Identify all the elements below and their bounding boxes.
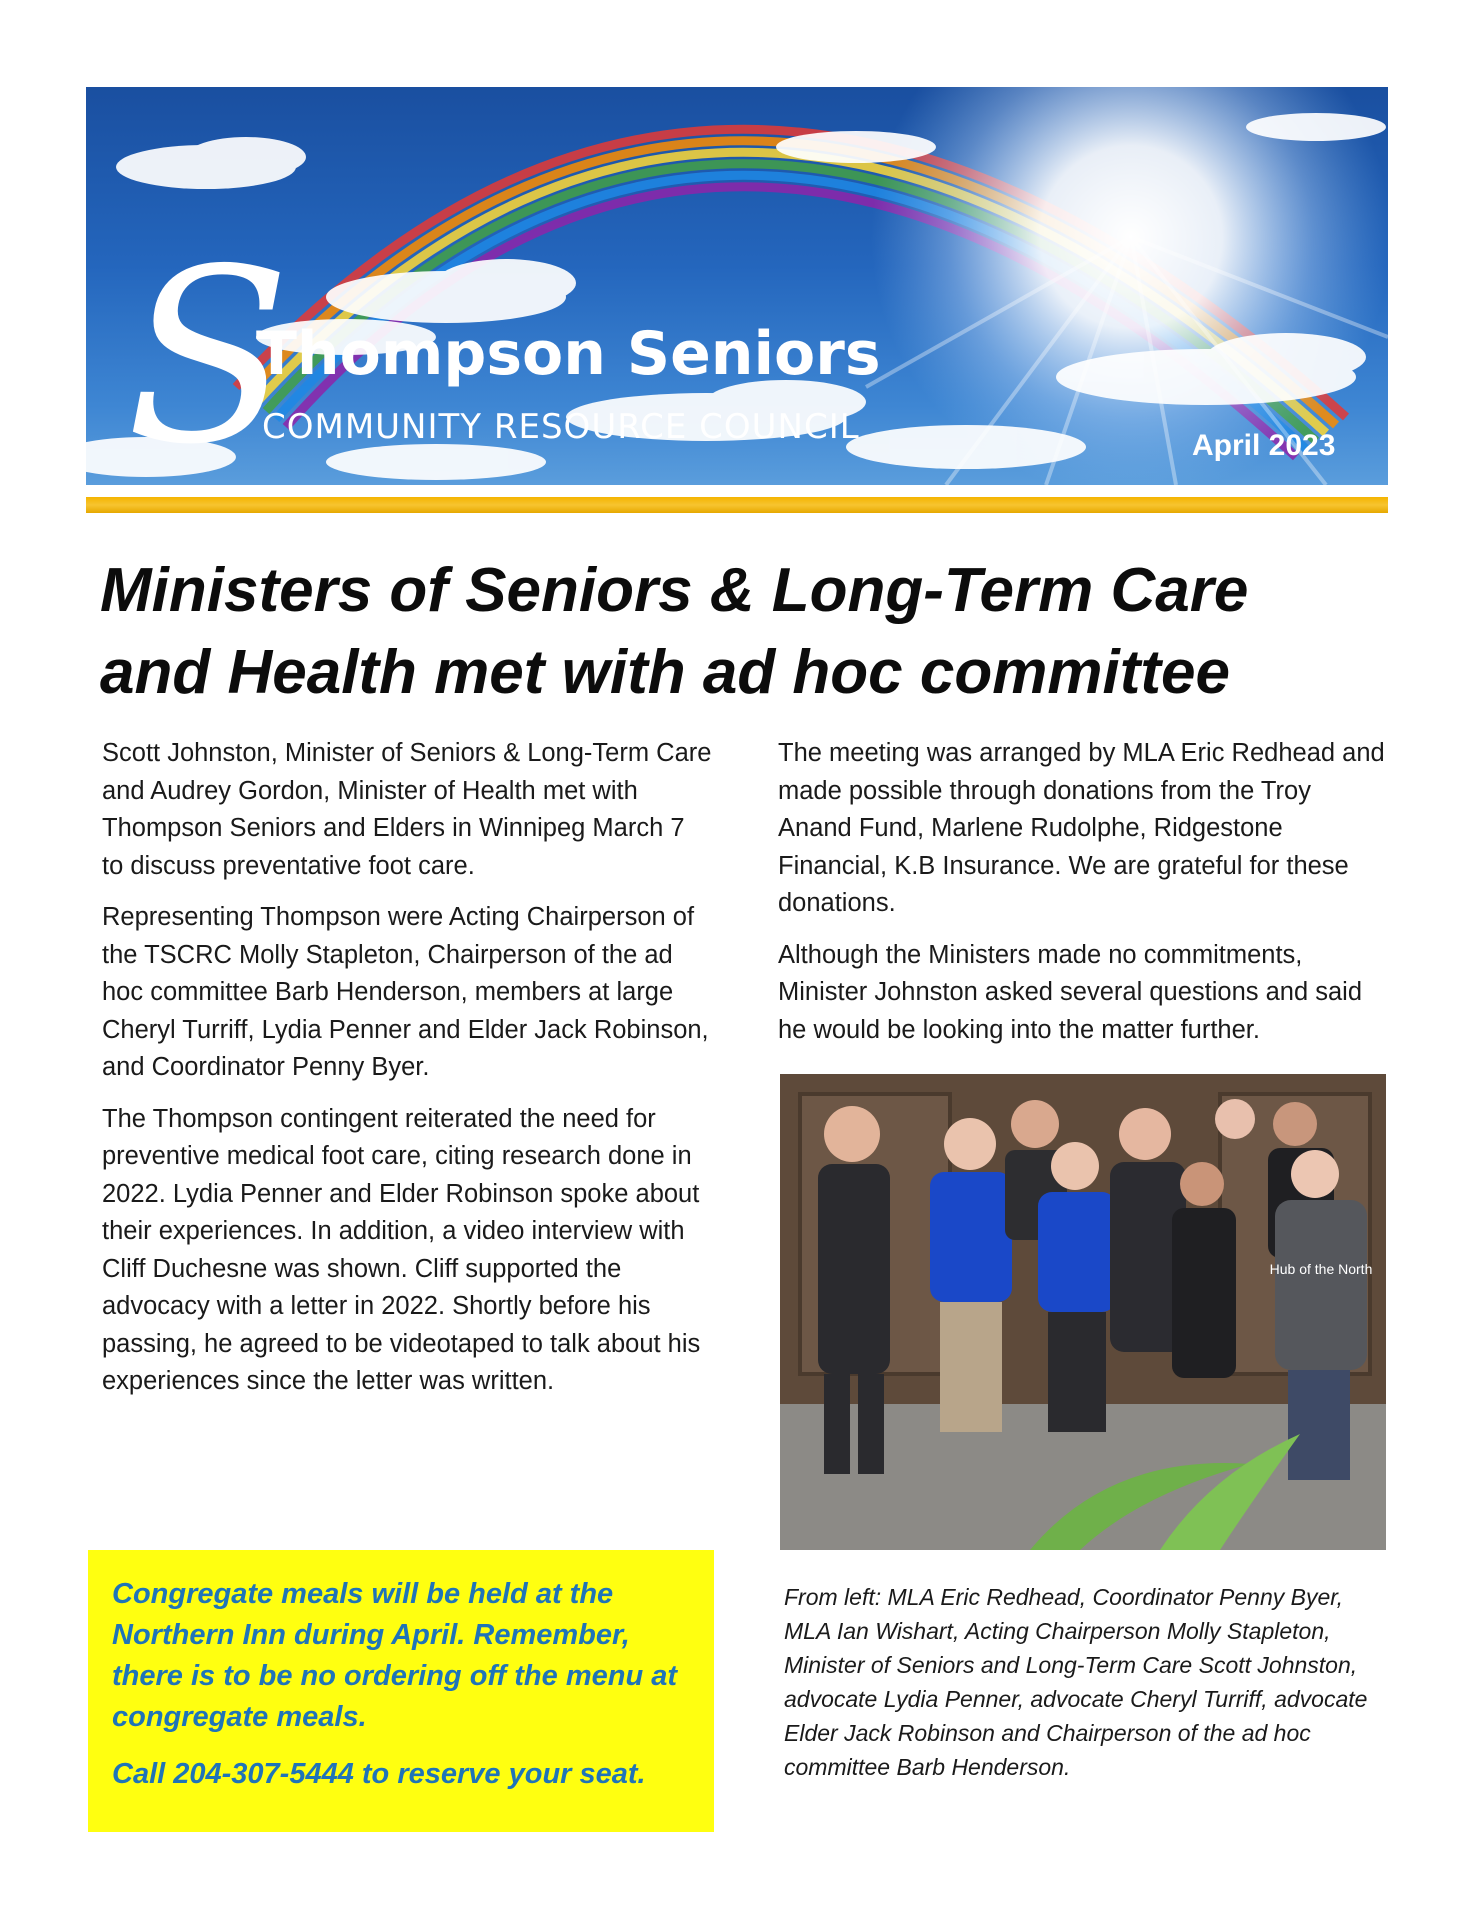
article-headline [100,550,1380,714]
headline-line-2: and Health met with ad hoc committee [100,638,1230,707]
group-photo [780,1074,1386,1550]
article-paragraph: Representing Thompson were Acting Chairperson of the TSCRC Molly Stapleton, Chairperson of the ad hoc committee Barb Henderson, members at large Cheryl Turriff, Lydia Penner and Elder Jack Robinson, and Coordinator Penny Byer. [102,903,709,1081]
article-paragraph: Although the Ministers made no commitments, Minister Johnston asked several questions and said he would be looking into the matter further. [778,940,1362,1044]
issue-date: April 2023 [1192,429,1336,462]
article-left-column [102,735,712,1415]
group-photo-illustration [780,1074,1386,1550]
org-name: Thompson Seniors [256,319,881,389]
meal-notice-box [88,1550,714,1832]
notice-call-to-action: Call 204-307-5444 to reserve your seat. [112,1758,646,1790]
logo-letter: S [126,217,291,485]
header-banner [86,87,1388,485]
photo-caption: From left: MLA Eric Redhead, Coordinator Penny Byer, MLA Ian Wishart, Acting Chairperson Molly Stapleton, Minister of Seniors and Long-Term Care Scott Johnston, advocate Lydia Penner, advocate Cheryl Turriff, advocate Elder Jack Robinson and Chairperson of the ad hoc committee Barb Henderson. [784,1584,1368,1780]
headline-line-1: Ministers of Seniors & Long-Term Care [100,556,1249,625]
header-divider [86,497,1388,513]
article-paragraph: Scott Johnston, Minister of Seniors & Long-Term Care and Audrey Gordon, Minister of Health met with Thompson Seniors and Elders in Winnipeg March 7 to discuss preventative foot care. [102,739,712,880]
notice-text [112,1574,702,1811]
article-paragraph: The meeting was arranged by MLA Eric Redhead and made possible through donations from the Troy Anand Fund, Marlene Rudolphe, Ridgestone Financial, K.B Insurance. We are grateful for these donations. [778,739,1385,917]
sweatshirt-text: Hub of the North [1269,1261,1373,1277]
notice-message: Congregate meals will be held at the Northern Inn during April. Remember, there is to be no ordering off the menu at congregate meals. [112,1578,678,1733]
org-subtitle: COMMUNITY RESOURCE COUNCIL [262,407,860,447]
article-paragraph: The Thompson contingent reiterated the need for preventive medical foot care, citing research done in 2022. Lydia Penner and Elder Robinson spoke about their experiences. In addition, a video interview with Cliff Duchesne was shown. Cliff supported the advocacy with a letter in 2022. Shortly before his passing, he agreed to be videotaped to talk about his experiences since the letter was written. [102,1104,701,1395]
article-right-column [778,735,1388,1063]
